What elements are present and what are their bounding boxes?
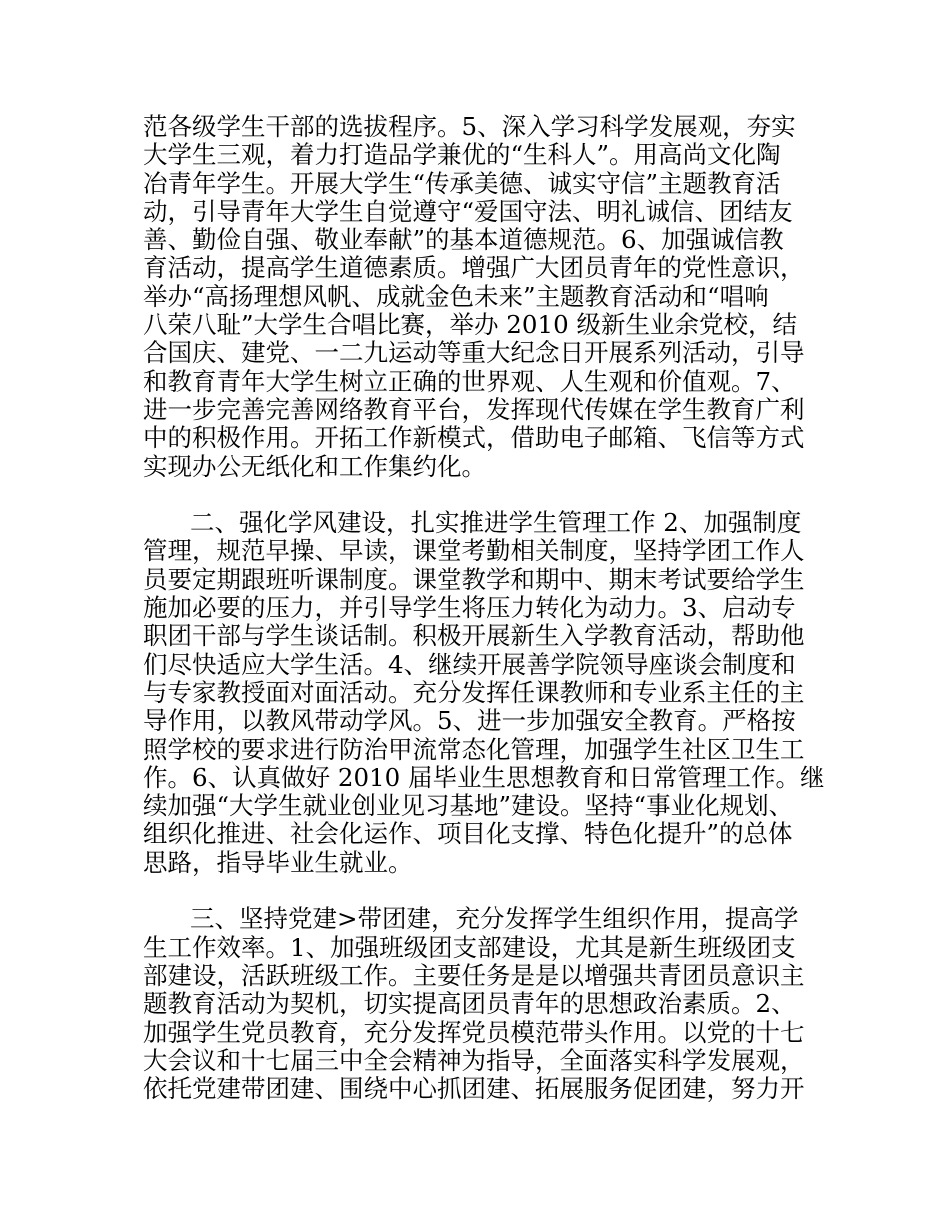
text-line: 大会议和十七届三中全会精神为指导，全面落实科学发展观， bbox=[143, 1045, 805, 1075]
text-line: 和教育青年大学生树立正确的世界观、人生观和价值观。7、 bbox=[143, 366, 796, 396]
text-line: 育活动，提高学生道德素质。增强广大团员青年的党性意识， bbox=[143, 253, 805, 283]
text-line: 合国庆、建党、一二九运动等重大纪念日开展系列活动，引导 bbox=[143, 338, 805, 368]
text-line: 动，引导青年大学生自觉遵守“爱国守法、明礼诚信、团结友 bbox=[143, 196, 793, 226]
paragraph-3 bbox=[143, 905, 843, 1103]
text-line: 职团干部与学生谈话制。积极开展新生入学教育活动，帮助他 bbox=[143, 621, 805, 651]
text-line: 加强学生党员教育，充分发挥党员模范带头作用。以党的十七 bbox=[143, 1017, 805, 1047]
paragraph-2 bbox=[143, 509, 843, 877]
text-line: 思路，指导毕业生就业。 bbox=[143, 847, 413, 877]
text-line: 中的积极作用。开拓工作新模式，借助电子邮箱、飞信等方式 bbox=[143, 423, 805, 453]
text-line: 们尽快适应大学生活。4、继续开展善学院领导座谈会制度和 bbox=[143, 649, 796, 679]
text-line: 员要定期跟班听课制度。课堂教学和期中、期末考试要给学生 bbox=[143, 564, 805, 594]
text-line: 实现办公无纸化和工作集约化。 bbox=[143, 451, 486, 481]
text-line: 组织化推进、社会化运作、项目化支撑、特色化提升”的总体 bbox=[143, 819, 793, 849]
document-body bbox=[143, 113, 843, 1132]
text-line: 生工作效率。1、加强班级团支部建设，尤其是新生班级团支 bbox=[143, 932, 796, 962]
text-line: 八荣八耻”大学生合唱比赛，举办 2010 级新生业余党校，结 bbox=[143, 310, 797, 340]
text-line: 依托党建带团建、围绕中心抓团建、拓展服务促团建，努力开 bbox=[143, 1074, 805, 1104]
text-line: 作。6、认真做好 2010 届毕业生思想教育和日常管理工作。继 bbox=[143, 762, 825, 792]
text-line: 三、坚持党建>带团建，充分发挥学生组织作用，提高学 bbox=[190, 904, 799, 934]
text-line: 范各级学生干部的选拔程序。5、深入学习科学发展观，夯实 bbox=[143, 112, 796, 141]
text-line: 大学生三观，着力打造品学兼优的“生科人”。用高尚文化陶 bbox=[143, 140, 781, 170]
text-line: 与专家教授面对面活动。充分发挥任课教师和专业系主任的主 bbox=[143, 677, 805, 707]
text-line: 管理，规范早操、早读，课堂考勤相关制度，坚持学团工作人 bbox=[143, 536, 805, 566]
paragraph-1 bbox=[143, 113, 843, 481]
text-line: 续加强“大学生就业创业见习基地”建设。坚持“事业化规划、 bbox=[143, 791, 794, 821]
text-line: 二、强化学风建设，扎实推进学生管理工作 2、加强制度 bbox=[190, 508, 802, 538]
text-line: 照学校的要求进行防治甲流常态化管理，加强学生社区卫生工 bbox=[143, 734, 805, 764]
text-line: 冶青年学生。开展大学生“传承美德、诚实守信”主题教育活 bbox=[143, 168, 781, 198]
text-line: 题教育活动为契机，切实提高团员青年的思想政治素质。2、 bbox=[143, 989, 796, 1019]
text-line: 善、勤俭自强、敬业奉献”的基本道德规范。6、加强诚信教 bbox=[143, 225, 784, 255]
text-line: 导作用，以教风带动学风。5、进一步加强安全教育。严格按 bbox=[143, 706, 796, 736]
text-line: 施加必要的压力，并引导学生将压力转化为动力。3、启动专 bbox=[143, 593, 796, 623]
text-line: 举办“高扬理想风帆、成就金色未来”主题教育活动和“唱响 bbox=[143, 281, 769, 311]
text-line: 部建设，活跃班级工作。主要任务是是以增强共青团员意识主 bbox=[143, 960, 805, 990]
text-line: 进一步完善完善网络教育平台，发挥现代传媒在学生教育广利 bbox=[143, 394, 805, 424]
